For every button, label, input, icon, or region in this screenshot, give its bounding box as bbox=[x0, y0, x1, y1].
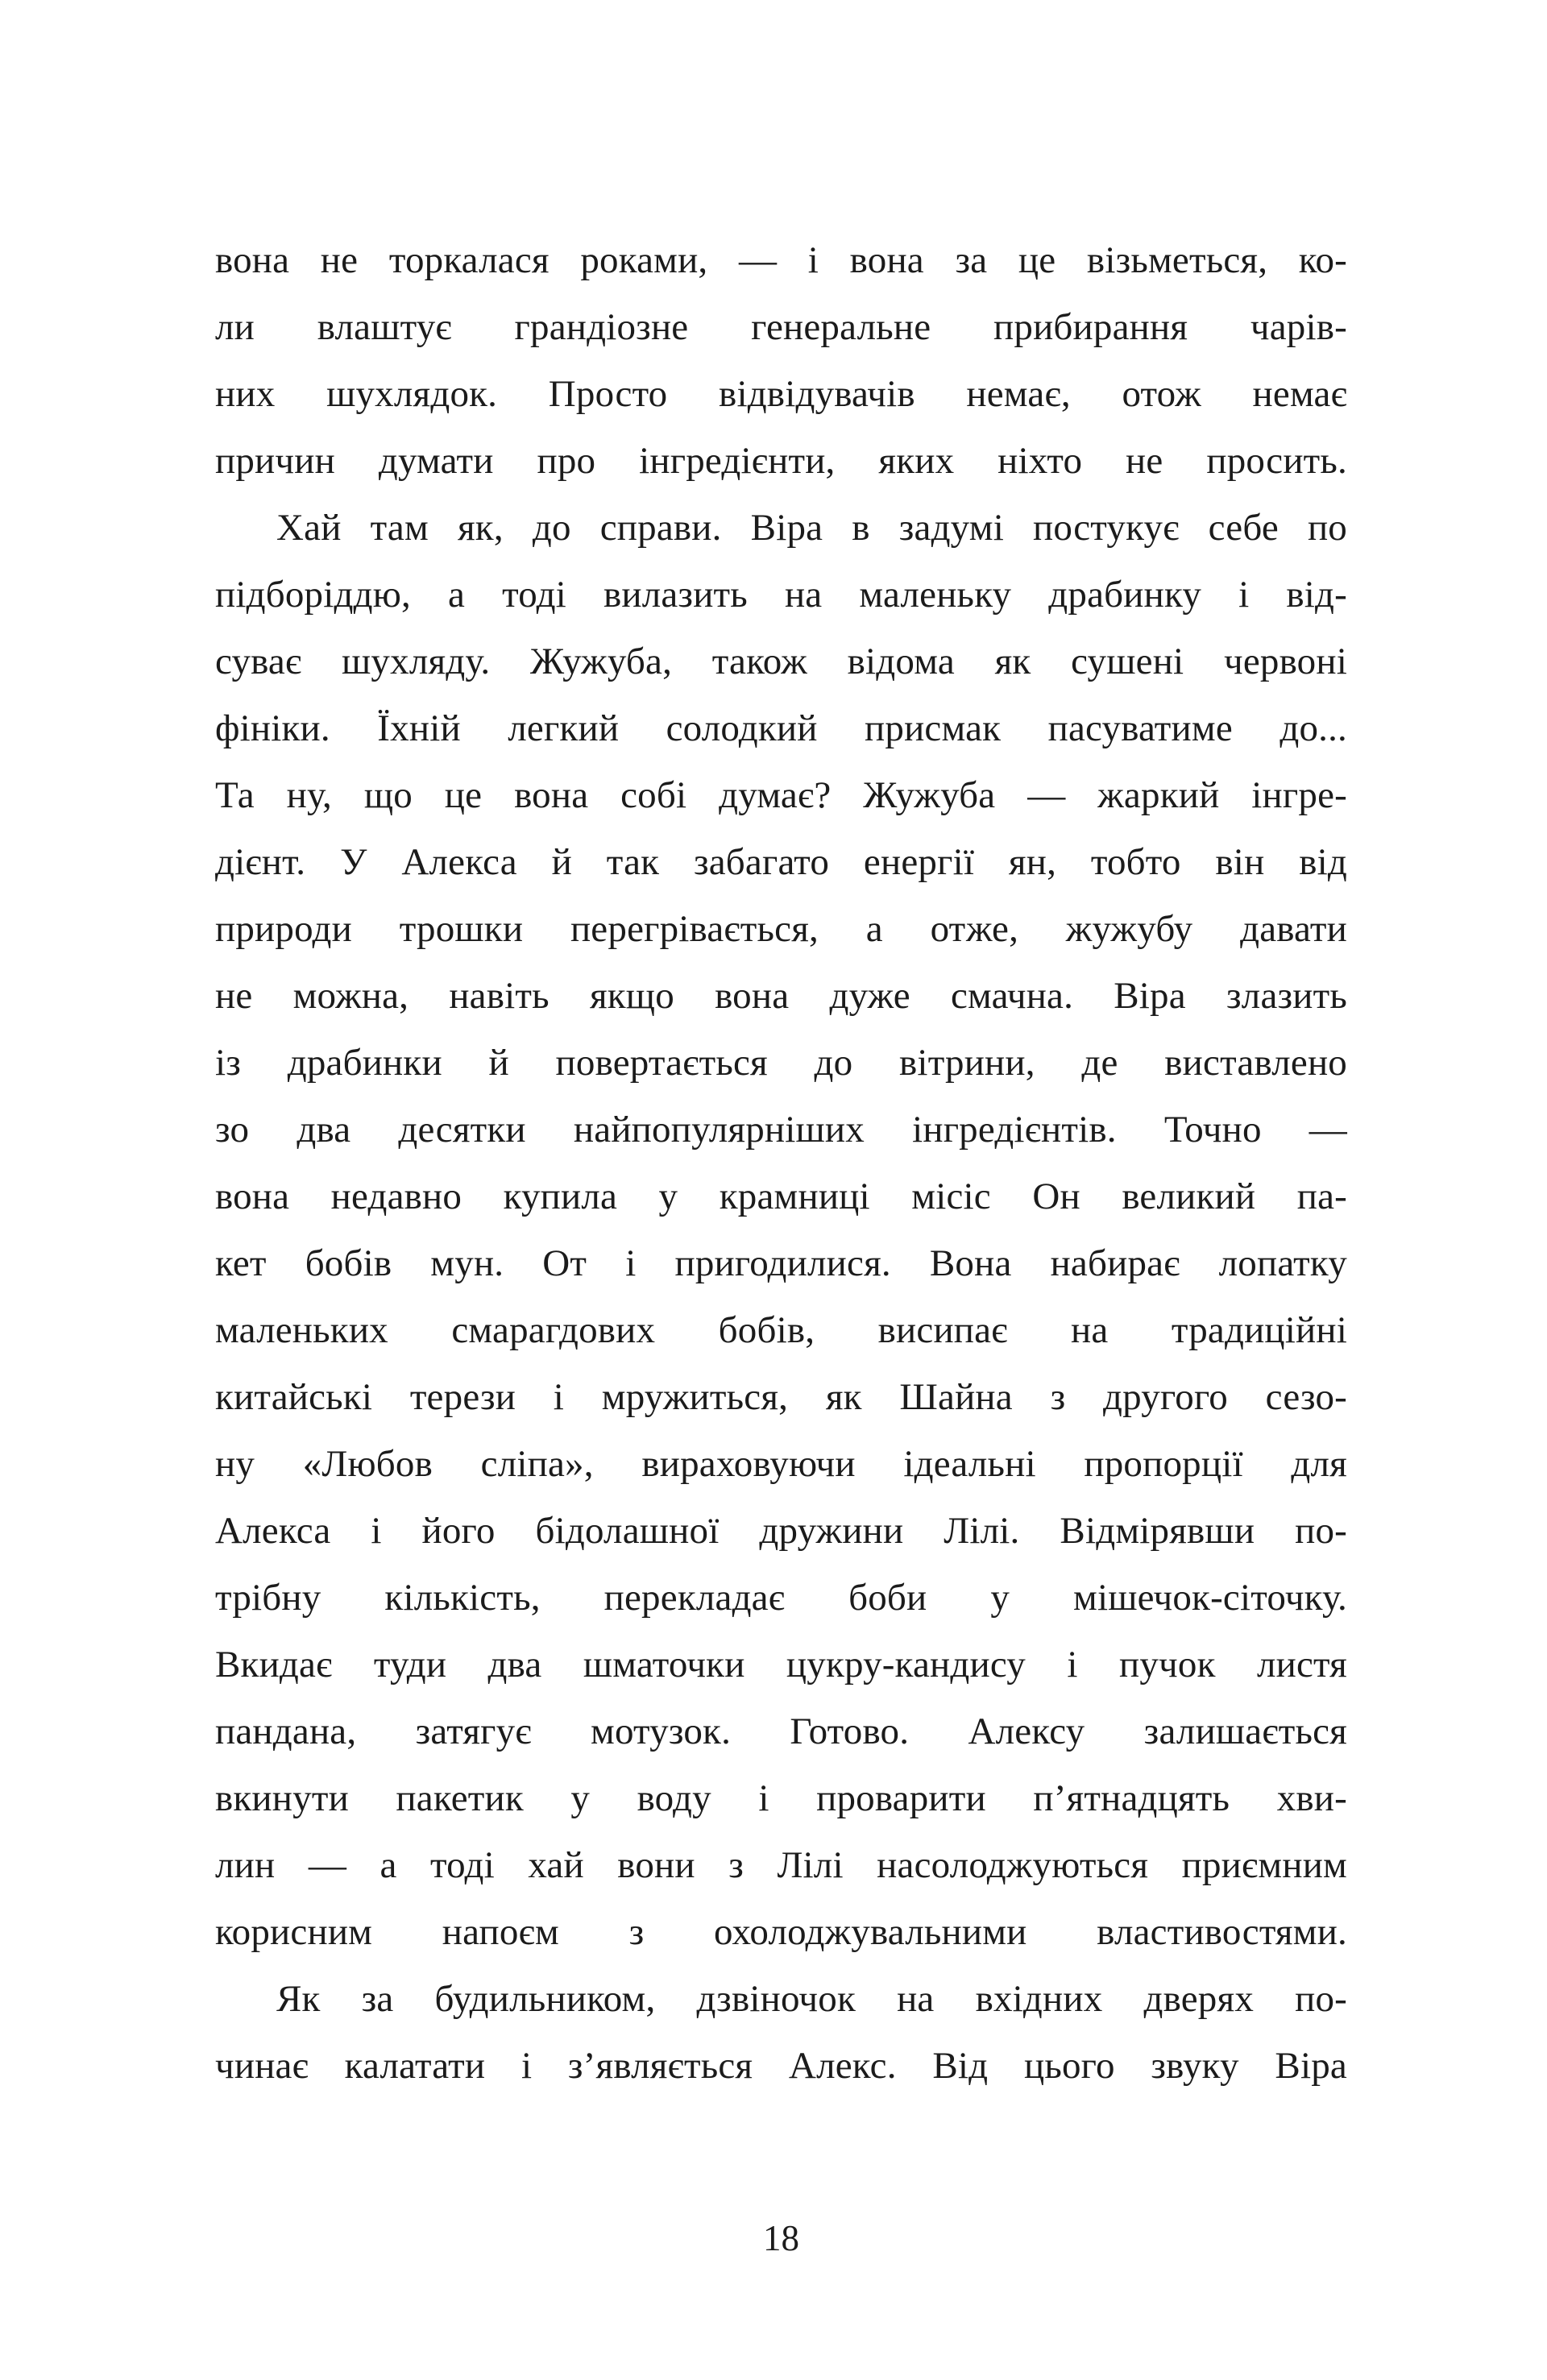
body-text bbox=[215, 227, 1347, 2100]
text-line: із драбинки й повертається до вітрини, де виставлено bbox=[215, 1042, 1347, 1084]
text-line: Як за будильником, дзвіночок на вхідних дверях по- bbox=[276, 1978, 1347, 2020]
text-line: лин — а тоді хай вони з Лілі насолоджуються приємним bbox=[215, 1844, 1347, 1886]
text-line: причин думати про інгредієнти, яких ніхто не просить. bbox=[215, 440, 1347, 482]
text-line: маленьких смарагдових бобів, висипає на традиційні bbox=[215, 1309, 1347, 1351]
text-line: вкинути пакетик у воду і проварити п’ятнадцять хви- bbox=[215, 1777, 1347, 1819]
text-line: Вкидає туди два шматочки цукру-кандису і пучок листя bbox=[215, 1644, 1347, 1685]
text-line: зо два десятки найпопулярніших інгредієнтів. Точно — bbox=[215, 1109, 1347, 1151]
page-number: 18 bbox=[763, 2218, 799, 2258]
text-line: ну «Любов сліпа», вираховуючи ідеальні пропорції для bbox=[215, 1443, 1347, 1485]
text-line: суває шухляду. Жужуба, також відома як сушені червоні bbox=[215, 641, 1347, 682]
text-line: природи трошки перегрівається, а отже, жужубу давати bbox=[215, 908, 1347, 950]
text-line: пандана, затягує мотузок. Готово. Алексу залишається bbox=[215, 1710, 1347, 1752]
text-line: Та ну, що це вона собі думає? Жужуба — жаркий інгре- bbox=[215, 774, 1347, 816]
text-line: трібну кількість, перекладає боби у мішечок-сіточку. bbox=[215, 1577, 1347, 1619]
text-line: Хай там як, до справи. Віра в задумі постукує себе по bbox=[276, 507, 1347, 549]
text-line: корисним напоєм з охолоджувальними властивостями. bbox=[215, 1911, 1347, 1953]
text-line: не можна, навіть якщо вона дуже смачна. Віра злазить bbox=[215, 975, 1347, 1017]
text-line: кет бобів мун. От і пригодилися. Вона набирає лопатку bbox=[215, 1242, 1347, 1284]
text-line: підборіддю, а тоді вилазить на маленьку драбинку і від- bbox=[215, 574, 1347, 616]
text-line: вона не торкалася роками, — і вона за це візьметься, ко- bbox=[215, 239, 1347, 281]
text-line: ли влаштує грандіозне генеральне прибирання чарів- bbox=[215, 306, 1347, 348]
text-line: Алекса і його бідолашної дружини Лілі. Відмірявши по- bbox=[215, 1510, 1347, 1552]
text-line: вона недавно купила у крамниці місіс Он великий па- bbox=[215, 1175, 1347, 1217]
text-line: китайські терези і мружиться, як Шайна з другого сезо- bbox=[215, 1376, 1347, 1418]
text-line: дієнт. У Алекса й так забагато енергії ян, тобто він від bbox=[215, 841, 1347, 883]
text-line: них шухлядок. Просто відвідувачів немає, отож немає bbox=[215, 373, 1347, 415]
text-line: фініки. Їхній легкий солодкий присмак пасуватиме до... bbox=[215, 707, 1347, 749]
text-line: чинає калатати і з’являється Алекс. Від цього звуку Віра bbox=[215, 2045, 1347, 2087]
